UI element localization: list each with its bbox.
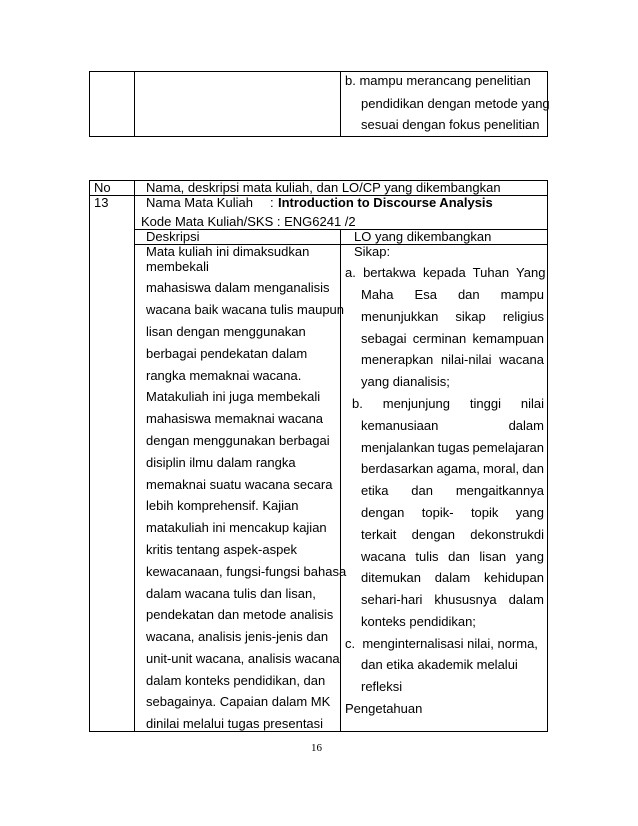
deskripsi-line: matakuliah ini mencakup kajian [146, 520, 327, 535]
deskripsi-line: kritis tentang aspek-aspek [146, 542, 298, 557]
deskripsi-line: rangka memaknai wacana. [146, 368, 302, 383]
deskripsi-line: disiplin ilmu dalam rangka [146, 455, 296, 470]
course-name-value: Introduction to Discourse Analysis [278, 195, 493, 210]
lo-line: menjalankan tugas pemelajaran [361, 440, 544, 455]
lo-line: menunjukkan sikap religius [361, 309, 544, 324]
lo-line: etika dan mengaitkannya [361, 483, 544, 498]
top-table-line: b. mampu merancang penelitian [345, 73, 531, 88]
lo-line: terkait dengan dekonstrukdi [361, 527, 544, 542]
deskripsi-line: dalam konteks pendidikan, dan [146, 673, 326, 688]
lo-line: ditemukan dalam kehidupan [361, 570, 544, 585]
lo-line: b. menjunjung tinggi nilai [352, 396, 544, 411]
lo-line: yang dianalisis; [361, 374, 450, 389]
deskripsi-line: pendekatan dan metode analisis [146, 607, 334, 622]
row-number: 13 [94, 195, 109, 210]
deskripsi-line: sebagainya. Capaian dalam MK [146, 694, 331, 709]
lo-line: berdasarkan agama, moral, dan [361, 461, 544, 476]
deskripsi-line: kewacanaan, fungsi-fungsi bahasa [146, 564, 347, 579]
lo-line: c. menginternalisasi nilai, norma, [345, 636, 538, 651]
deskripsi-header: Deskripsi [146, 229, 200, 244]
top-table-line: sesuai dengan fokus penelitian [361, 117, 540, 132]
deskripsi-line: lisan dengan menggunakan [146, 324, 306, 339]
lo-line: kemanusiaan dalam [361, 418, 544, 433]
lo-line: dan etika akademik melalui [361, 657, 518, 672]
deskripsi-line: mahasiswa dalam menganalisis [146, 280, 330, 295]
deskripsi-line: mahasiswa memaknai wacana [146, 411, 324, 426]
deskripsi-line: unit-unit wacana, analisis wacana [146, 651, 340, 666]
deskripsi-line: Matakuliah ini juga membekali [146, 389, 321, 404]
course-name-label: Nama Mata Kuliah [146, 195, 253, 210]
deskripsi-line: berbagai pendekatan dalam [146, 346, 308, 361]
lo-line: refleksi [361, 679, 403, 694]
course-code: Kode Mata Kuliah/SKS : ENG6241 /2 [141, 214, 356, 229]
lo-line: wacana tulis dan lisan yang [361, 549, 544, 564]
lo-line: dengan topik- topik yang [361, 505, 544, 520]
header-no: No [94, 180, 111, 195]
deskripsi-line: dengan menggunakan berbagai [146, 433, 330, 448]
lo-header: LO yang dikembangkan [354, 229, 492, 244]
top-table-line: pendidikan dengan metode yang [361, 96, 550, 111]
lo-line: sehari-hari khususnya dalam [361, 592, 544, 607]
deskripsi-line: membekali [146, 259, 209, 274]
deskripsi-line: lebih komprehensif. Kajian [146, 498, 299, 513]
deskripsi-line: Mata kuliah ini dimaksudkan [146, 244, 310, 259]
page-number: 16 [311, 742, 322, 754]
lo-pengetahuan-heading: Pengetahuan [345, 701, 423, 716]
lo-line: konteks pendidikan; [361, 614, 476, 629]
header-description: Nama, deskripsi mata kuliah, dan LO/CP yang dikembangkan [146, 180, 501, 195]
deskripsi-line: wacana, analisis jenis-jenis dan [146, 629, 329, 644]
lo-line: sebagai cerminan kemampuan [361, 331, 544, 346]
lo-line: menerapkan nilai-nilai wacana [361, 352, 544, 367]
deskripsi-line: wacana baik wacana tulis maupun [146, 302, 345, 317]
course-name-separator: : [270, 195, 274, 210]
deskripsi-line: dalam wacana tulis dan lisan, [146, 586, 316, 601]
lo-line: Maha Esa dan mampu [361, 287, 544, 302]
deskripsi-line: dinilai melalui tugas presentasi [146, 716, 324, 731]
deskripsi-line: memaknai suatu wacana secara [146, 477, 333, 492]
lo-line: a. bertakwa kepada Tuhan Yang [345, 265, 546, 280]
lo-sikap-heading: Sikap: [354, 244, 391, 259]
